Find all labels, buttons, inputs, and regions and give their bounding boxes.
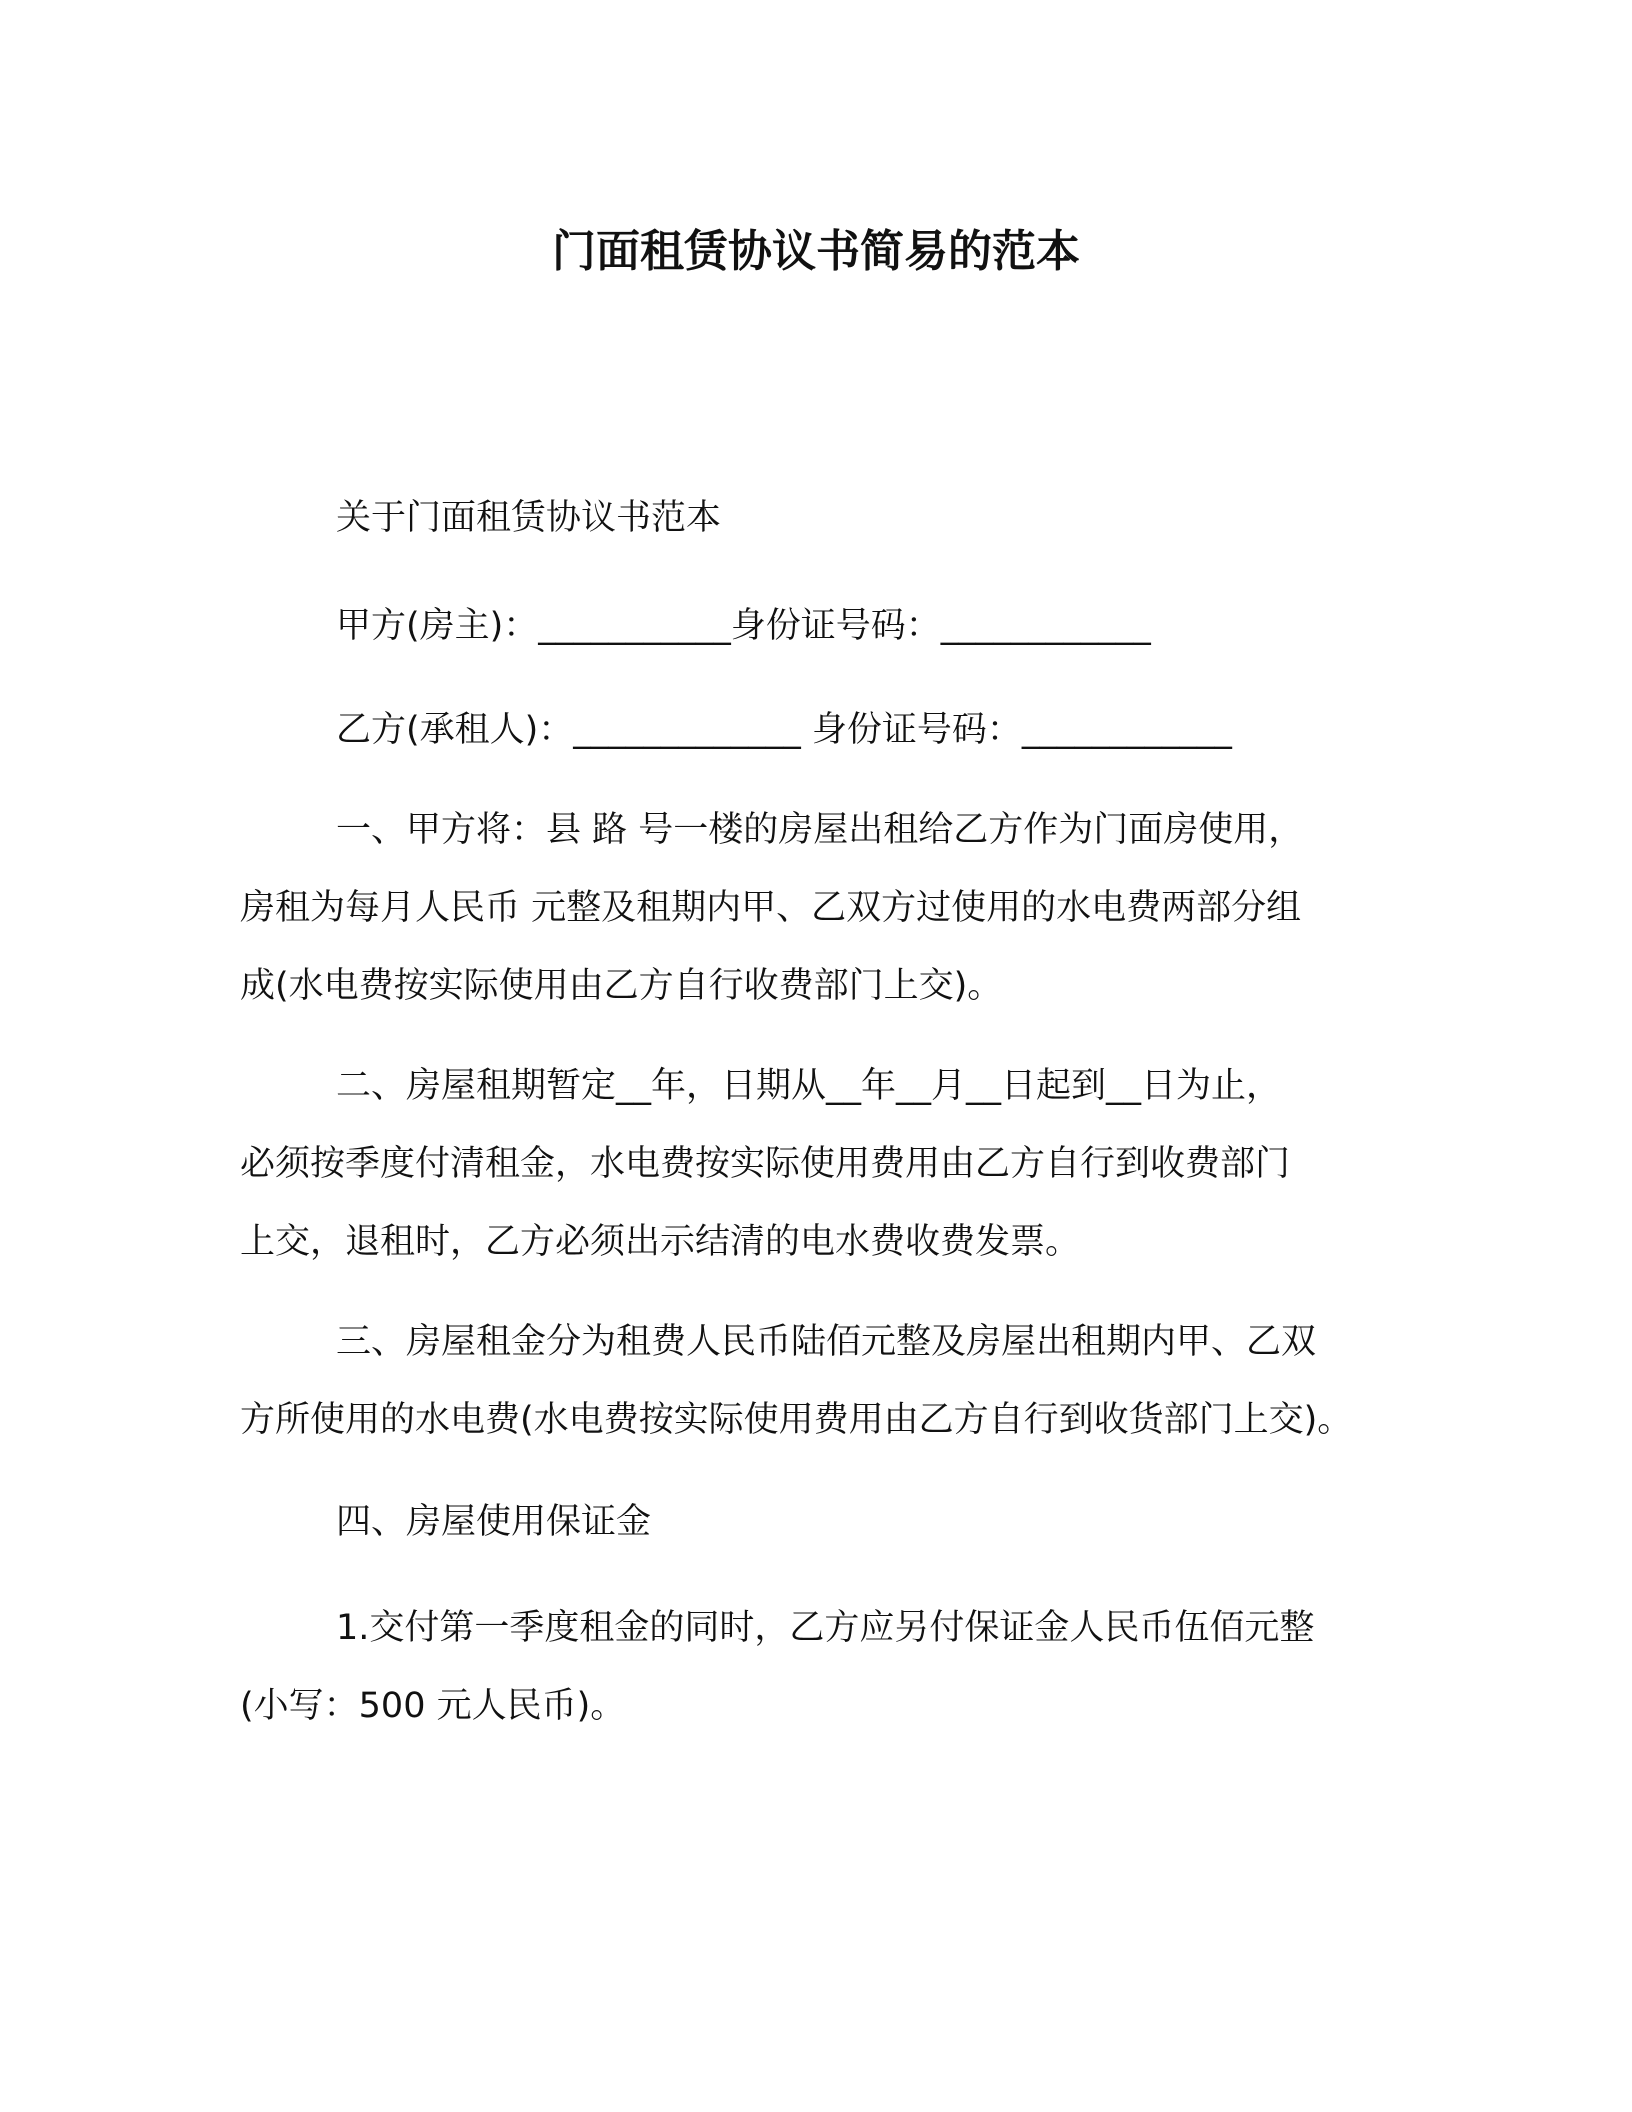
- clause-1-line: 房租为每月人民币 元整及租期内甲、乙双方过使用的水电费两部分组: [240, 888, 1302, 928]
- clause-4-text: 四、房屋使用保证金: [336, 1502, 652, 1542]
- clause-4-1-line: (小写：500 元人民币)。: [240, 1686, 626, 1726]
- party-b-line: [336, 700, 1536, 760]
- clause-1-line: 一、甲方将：县 路 号一楼的房屋出租给乙方作为门面房使用，: [336, 810, 1304, 850]
- party-a-text: 甲方(房主)：___________身份证号码：____________: [336, 606, 1151, 646]
- clause-2-line: 上交，退租时，乙方必须出示结清的电水费收费发票。: [240, 1222, 1081, 1262]
- document-subtitle: [336, 488, 1536, 548]
- document-title: 门面租赁协议书简易的范本: [552, 226, 1080, 277]
- clause-3-line: 三、房屋租金分为租费人民币陆佰元整及房屋出租期内甲、乙双: [336, 1322, 1317, 1362]
- clause-3: [240, 1312, 1440, 1450]
- clause-2-line: 必须按季度付清租金，水电费按实际使用费用由乙方自行到收费部门: [240, 1144, 1291, 1184]
- subtitle-text: 关于门面租赁协议书范本: [336, 498, 722, 538]
- clause-3-line: 方所使用的水电费(水电费按实际使用费用由乙方自行到收货部门上交)。: [240, 1400, 1353, 1440]
- clause-4-1-line: 1.交付第一季度租金的同时，乙方应另付保证金人民币伍佰元整: [336, 1608, 1315, 1648]
- clause-2-line: 二、房屋租期暂定__年，日期从__年__月__日起到__日为止，: [336, 1066, 1282, 1106]
- party-b-text: 乙方(承租人)：_____________ 身份证号码：____________: [336, 710, 1232, 750]
- clause-4-1: [240, 1598, 1440, 1736]
- clause-2: [240, 1056, 1440, 1272]
- clause-1: [240, 800, 1440, 1016]
- clause-1-line: 成(水电费按实际使用由乙方自行收费部门上交)。: [240, 966, 1003, 1006]
- party-a-line: [336, 596, 1536, 656]
- clause-4-heading: [336, 1492, 1536, 1552]
